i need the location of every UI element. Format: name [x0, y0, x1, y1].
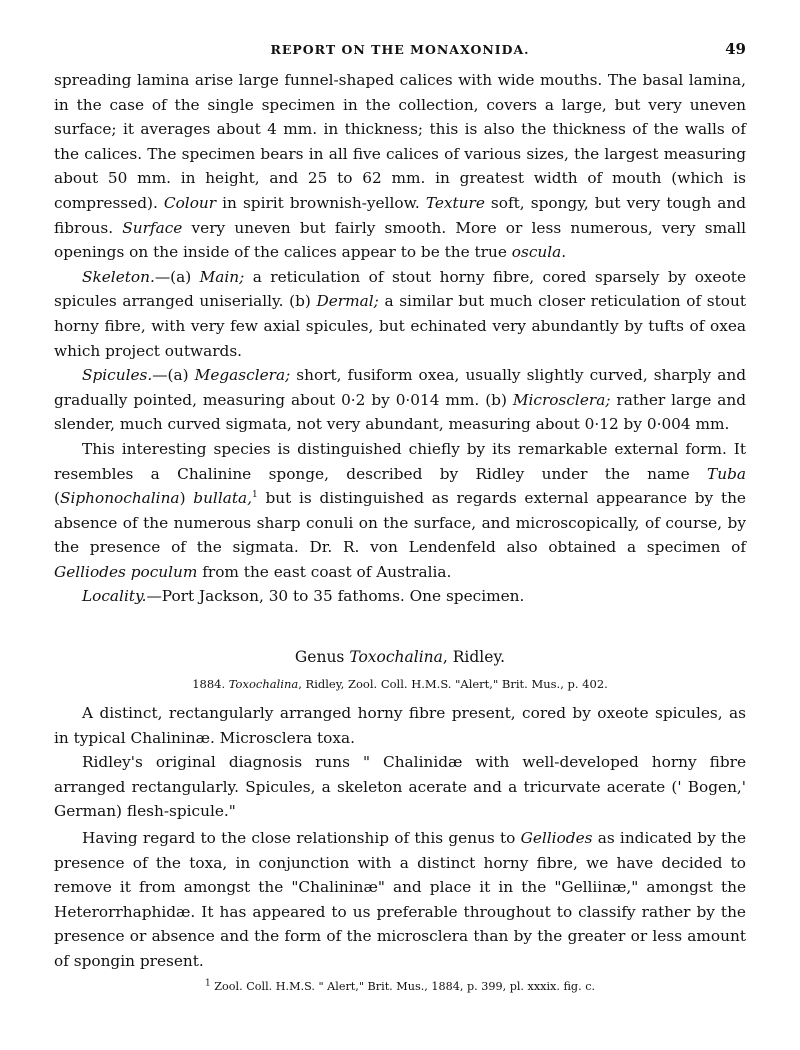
text: Having regard to the close relationship of this genus to	[82, 829, 521, 848]
text: a reticulation of stout horny fibre, cored sparsely by oxeote spicules arranged uniserially.	[54, 267, 747, 311]
text: soft, spongy, but very tough and fibrous.	[54, 193, 746, 237]
page-header	[54, 42, 746, 68]
text: , Ridley, Zool. Coll. H.M.S. "Alert," Brit. Mus., p. 402.	[298, 677, 608, 692]
oscula-term: oscula	[511, 243, 562, 262]
bullata-term: bullata,	[193, 489, 252, 508]
tuba-term: Tuba	[707, 464, 746, 483]
text: in spirit brownish-yellow.	[216, 193, 426, 212]
genus-name: Toxochalina	[349, 648, 443, 667]
footnote-reference[interactable]: 1	[251, 490, 258, 500]
text: short, fusiform oxea, usually slightly curved, sharply and gradually pointed, measuring about 0·2 by 0·014 mm.	[54, 366, 746, 409]
text: (b)	[289, 292, 317, 311]
text: rather large and slender, much curved sigmata, not very abundant, measuring about 0·12 by 0·004 mm.	[54, 390, 746, 434]
paragraph-regard	[54, 826, 746, 974]
footnote-text: Zool. Coll. H.M.S. " Alert," Brit. Mus., 1884, p. 399, pl. xxxix. fig. c.	[210, 979, 596, 993]
running-head: REPORT ON THE MONAXONIDA.	[270, 42, 530, 57]
paragraph-interesting	[54, 437, 746, 585]
genus-heading	[54, 645, 746, 669]
paragraph-distinct: A distinct, rectangularly arranged horny fibre present, cored by oxeote spicules, as in typical Chalininæ. Microsclera toxa.	[54, 704, 746, 747]
dermal-label: Dermal;	[316, 292, 379, 311]
texture-label: Texture	[425, 193, 485, 212]
text: spreading lamina arise large funnel-shaped calices with wide mouths. The basal lamina, in the case of the single specimen in the collection, covers a large, but very uneven surface; it averages about 4 mm. in thickness; this is also the thickness of the walls of the calices. The specimen bears in all five calices of various sizes, the largest measuring about 50 mm. in height, and 25 to 62 mm. in greatest width of mouth (which is compressed).	[54, 71, 746, 212]
footnote	[54, 978, 746, 996]
page-number: 49	[725, 40, 746, 58]
colour-label: Colour	[163, 193, 217, 212]
main-label: Main;	[199, 267, 245, 286]
megasclera-label: Megasclera;	[194, 366, 291, 385]
genus-citation	[54, 675, 746, 693]
surface-label: Surface	[122, 218, 183, 237]
paragraph-skeleton	[54, 265, 746, 363]
paragraph-ridley-diagnosis: Ridley's original diagnosis runs " Chalinidæ with well-developed horny fibre arranged rectangularly. Spicules, a skeleton acerate and a tricurvate acerate (' Bogen,' German) flesh-spicule."	[54, 753, 746, 821]
text: (	[54, 489, 60, 508]
locality-label: Locality.	[82, 587, 147, 606]
text: (b)	[485, 390, 513, 409]
text: a similar but much closer reticulation of stout horny fibre, with very few axial spicules, but echinated very abundantly by tufts of oxea which project outwards.	[54, 292, 746, 360]
text: —(a)	[152, 366, 195, 385]
microsclera-label: Microsclera;	[512, 390, 611, 409]
footnote-mark: 1	[204, 977, 211, 988]
text: .	[561, 243, 567, 262]
paragraph-description	[54, 68, 746, 265]
text: Genus	[294, 648, 350, 667]
gelliodes-poculum-term: Gelliodes poculum	[54, 562, 198, 581]
siphonochalina-term: Siphonochalina	[59, 489, 180, 508]
page	[54, 42, 746, 996]
skeleton-label: Skeleton.	[82, 267, 155, 286]
text: but is distinguished as regards external appearance by the absence of the numerous sharp conuli on the surface, and microscopically, of course, by the presence of the sigmata. Dr. R. von Lendenfeld also obtained a specimen of	[54, 489, 746, 557]
paragraph-locality	[54, 584, 746, 609]
text: 1884.	[192, 677, 229, 692]
spicules-label: Spicules.	[82, 366, 153, 385]
gelliodes-term: Gelliodes	[520, 829, 593, 848]
text: —(a)	[154, 267, 200, 286]
paragraph-spicules	[54, 363, 746, 437]
text: as indicated by the presence of the toxa, in conjunction with a distinct horny fibre, we have decided to remove it from amongst the "Chalininæ" and place it in the "Gelliinæ," amongst the Heterorrhaphidæ. It has appeared to us preferable throughout to classify rather by the presence or absence and the form of the microsclera than by the greater or less amount of spongin present.	[54, 829, 747, 970]
text: very uneven but fairly smooth. More or less numerous, very small openings on the inside of the calices appear to be the true	[54, 218, 746, 262]
text: —Port Jackson, 30 to 35 fathoms. One specimen.	[146, 587, 525, 606]
text: )	[179, 489, 194, 508]
text: from the east coast of Australia.	[197, 562, 452, 581]
text: , Ridley.	[442, 648, 506, 667]
citation-genus-name: Toxochalina	[228, 677, 299, 692]
text: This interesting species is distinguished chiefly by its remarkable external form. It resembles a Chalinine sponge, described by Ridley under the name	[54, 439, 746, 483]
